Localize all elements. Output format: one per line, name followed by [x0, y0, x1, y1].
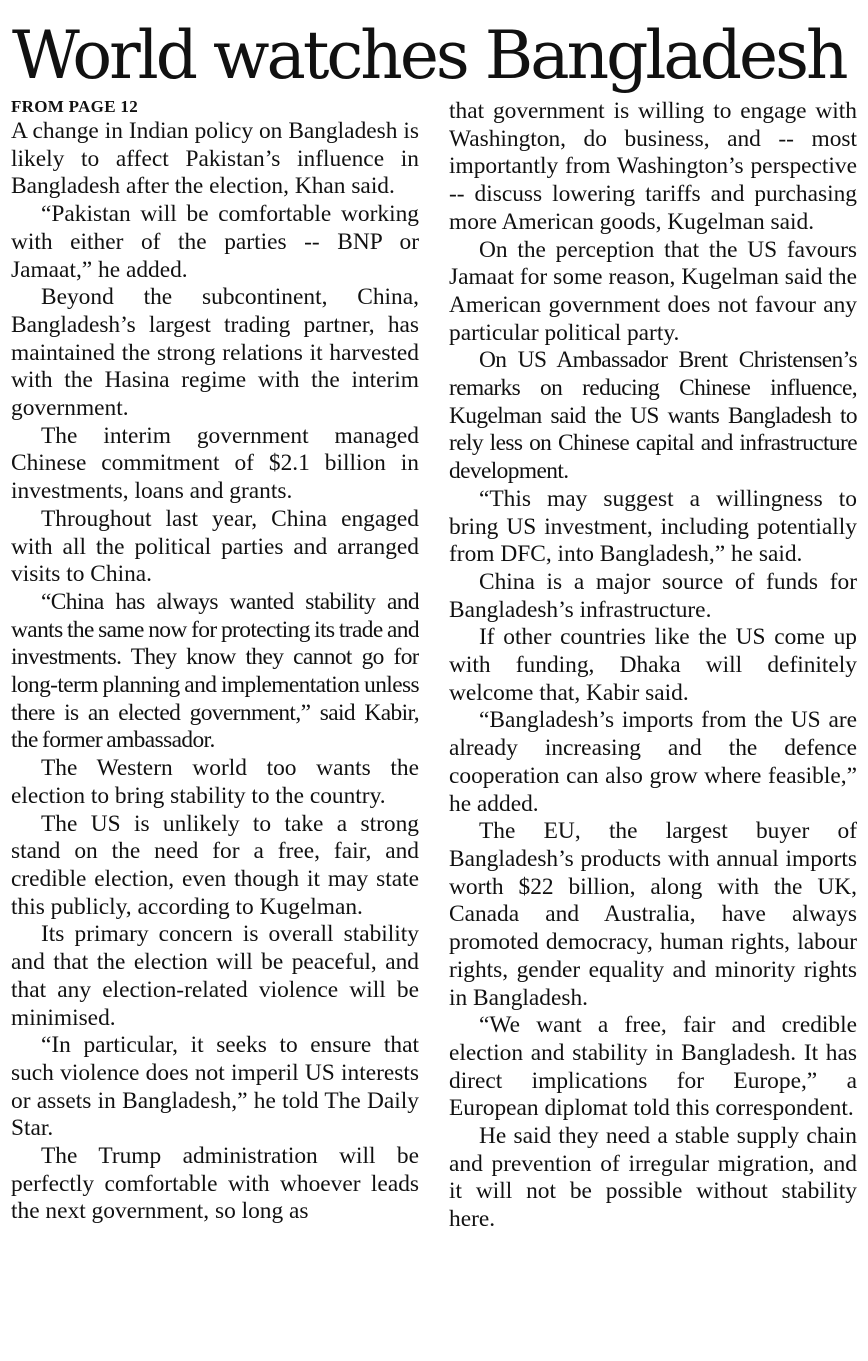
paragraph: Its primary concern is overall stability and that the election will be peaceful, and that any election-related violence will be minimised.	[11, 921, 419, 1031]
paragraph: He said they need a stable supply chain and prevention of irregular migration, and it will not be possible without stability here.	[449, 1123, 857, 1233]
article-column-left	[11, 96, 419, 1356]
paragraph: China is a major source of funds for Bangladesh’s infrastructure.	[449, 568, 857, 623]
paragraph: “China has always wanted stability and wants the same now for protecting its trade and investments. They know they cannot go for long-term planning and implementation unless there is an elected government,” said Kabir, the former ambassador.	[11, 588, 419, 754]
paragraph: that government is willing to engage with Washington, do business, and -- most importantly from Washington’s perspective -- discuss lowering tariffs and purchasing more American goods, Kugelman said.	[449, 98, 857, 235]
paragraph: Beyond the subcontinent, China, Bangladesh’s largest trading partner, has maintained the strong relations it harvested with the Hasina regime with the interim government.	[11, 284, 419, 422]
paragraph: A change in Indian policy on Bangladesh is likely to affect Pakistan’s influence in Bangladesh after the election, Khan said.	[11, 118, 419, 200]
paragraph: Throughout last year, China engaged with all the political parties and arranged visits to China.	[11, 505, 419, 588]
paragraph: If other countries like the US come up with funding, Dhaka will definitely welcome that, Kabir said.	[449, 624, 857, 706]
paragraph: On US Ambassador Brent Christensen’s remarks on reducing Chinese influence, Kugelman said the US wants Bangladesh to rely less on Chinese capital and infrastructure development.	[449, 347, 857, 485]
paragraph: “Bangladesh’s imports from the US are already increasing and the defence cooperation can also grow where feasible,” he added.	[449, 707, 857, 817]
paragraph: On the perception that the US favours Jamaat for some reason, Kugelman said the American government does not favour any particular political party.	[449, 236, 857, 346]
paragraph: The Trump administration will be perfectly comfortable with whoever leads the next government, so long as	[11, 1143, 419, 1225]
continuation-kicker: FROM PAGE 12	[11, 97, 138, 116]
headline: World watches Bangladesh	[12, 17, 846, 94]
paragraph: “Pakistan will be comfortable working with either of the parties -- BNP or Jamaat,” he added.	[11, 201, 419, 283]
paragraph: “We want a free, fair and credible election and stability in Bangladesh. It has direct implications for Europe,” a European diplomat told this correspondent.	[449, 1012, 857, 1122]
paragraph: “In particular, it seeks to ensure that such violence does not imperil US interests or assets in Bangladesh,” he told The Daily Star.	[11, 1032, 419, 1142]
article-column-right	[449, 98, 857, 1358]
paragraph: The US is unlikely to take a strong stand on the need for a free, fair, and credible election, even though it may state this publicly, according to Kugelman.	[11, 810, 419, 920]
paragraph: The EU, the largest buyer of Bangladesh’s products with annual imports worth $22 billion, along with the UK, Canada and Australia, have always promoted democracy, human rights, labour rights, gender equality and minority rights in Bangladesh.	[449, 818, 857, 1011]
paragraph: The Western world too wants the election to bring stability to the country.	[11, 755, 419, 809]
paragraph: “This may suggest a willingness to bring US investment, including potentially from DFC, into Bangladesh,” he said.	[449, 485, 857, 568]
paragraph: The interim government managed Chinese commitment of $2.1 billion in investments, loans and grants.	[11, 422, 419, 505]
